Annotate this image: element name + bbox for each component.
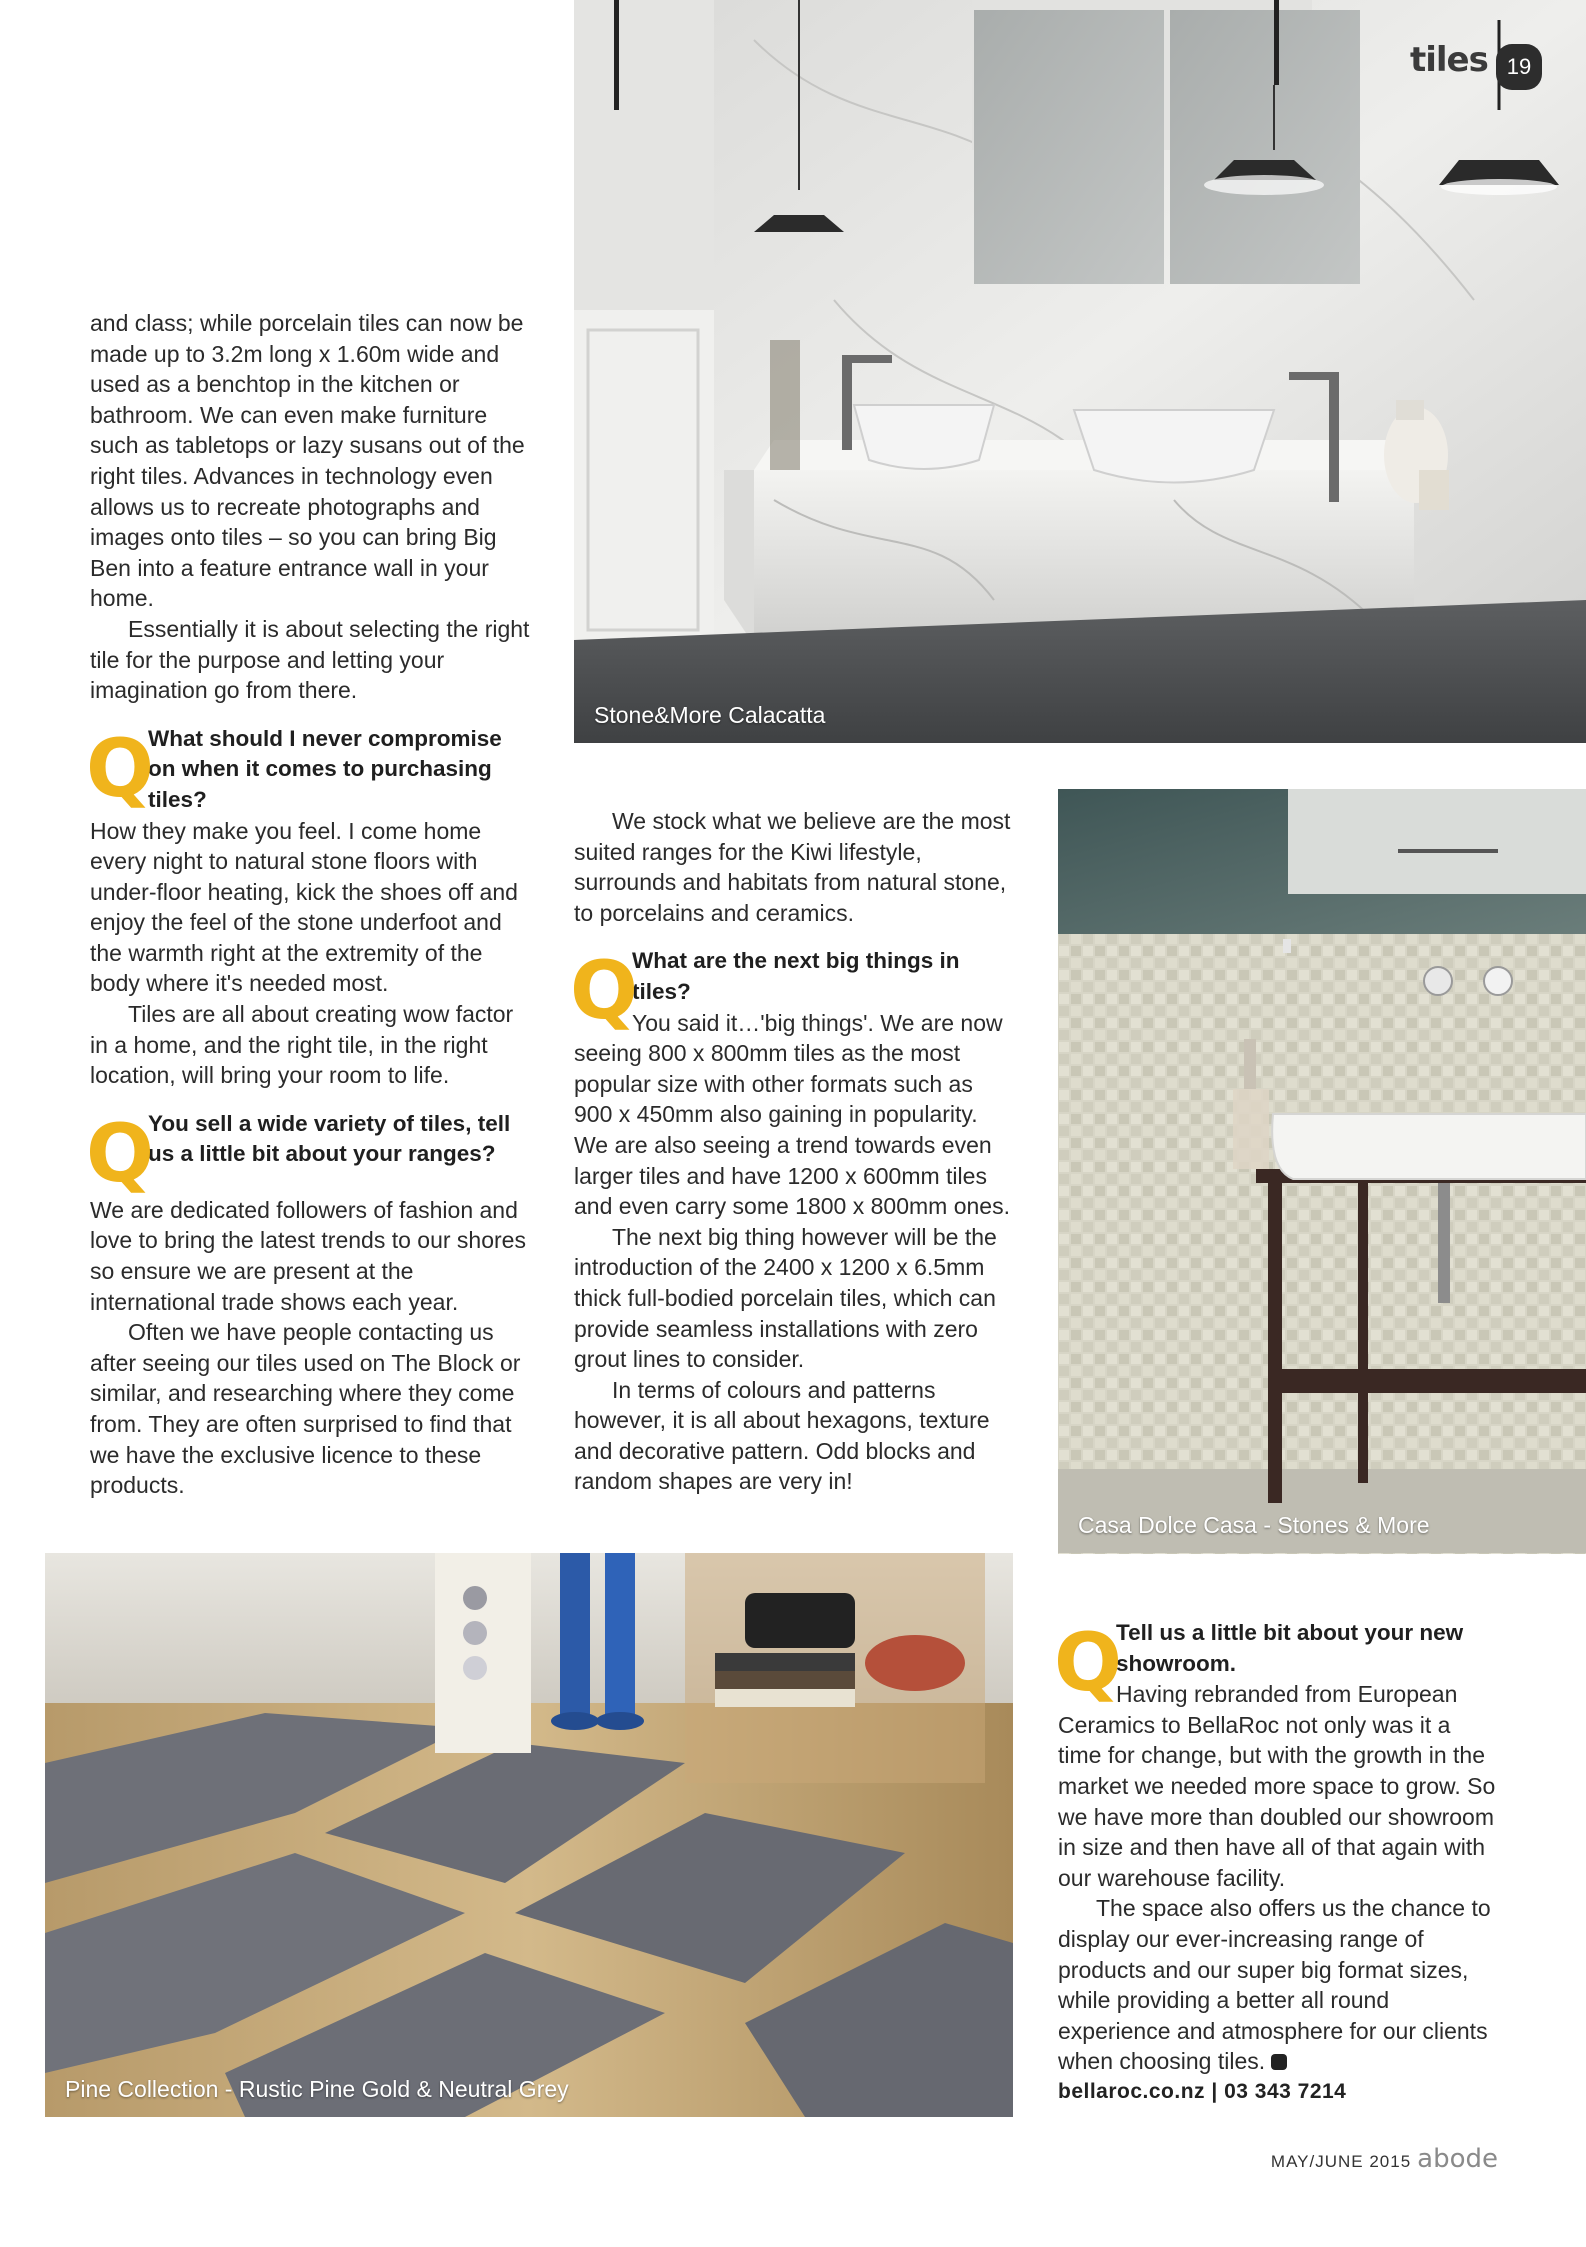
photo-caption-calacatta: Stone&More Calacatta: [594, 702, 826, 728]
paragraph: and class; while porcelain tiles can now be made up to 3.2m long x 1.60m wide and used as a benchtop in the kitchen or bathroom. We can even make furniture such as tabletops or lazy susans out of the right tiles. Advances in technology even allows us to recreate photographs and images onto tiles – so you can bring Big Ben into a feature entrance wall in your home.: [90, 310, 525, 612]
magazine-logo: abode: [1417, 2144, 1498, 2174]
photo-pine-collection: [45, 1553, 1013, 2117]
contact-details: bellaroc.co.nz | 03 343 7214: [1058, 2079, 1347, 2103]
paragraph: In terms of colours and patterns however, it is all about hexagons, texture and decorative pattern. Odd blocks and random shapes are very in!: [574, 1376, 990, 1495]
q-mark-icon: [86, 1106, 155, 1200]
question-heading: What are the next big things in tiles?: [632, 948, 960, 1004]
article-column-1: [86, 308, 530, 1501]
svg-text:Q: Q: [86, 1106, 155, 1200]
question-heading: What should I never compromise on when it comes to purchasing tiles?: [148, 725, 502, 812]
page-footer: [1271, 2144, 1498, 2174]
section-label: tiles: [1410, 40, 1488, 80]
issue-date: MAY/JUNE 2015: [1270, 2152, 1412, 2171]
svg-text:Q: Q: [86, 721, 155, 815]
question-heading: Tell us a little bit about your new showroom.: [1116, 1620, 1464, 1676]
question-block: [86, 1106, 530, 1501]
paragraph: We are dedicated followers of fashion and love to bring the latest trends to our shores so ensure we are present at the international trade shows each year.: [90, 1196, 526, 1315]
paragraph: [1058, 1893, 1498, 2077]
end-of-article-icon: [1271, 2054, 1287, 2070]
paragraph: How they make you feel. I come home every night to natural stone floors with under-floor heating, kick the shoes off and enjoy the feel of the stone underfoot and the warmth right at the extremity of the body where it's needed most.: [90, 817, 518, 997]
question-block: [570, 944, 1014, 1497]
vanity-illustration: [1058, 789, 1586, 1553]
floor-illustration: [45, 1553, 1013, 2117]
q-mark-icon: [1054, 1616, 1123, 1709]
article-column-2: [570, 806, 1014, 1497]
q-mark-icon: [86, 721, 155, 815]
paragraph: Essentially it is about selecting the right tile for the purpose and letting your imagination go from there.: [90, 615, 530, 704]
bathroom-illustration: [574, 0, 1586, 743]
paragraph: Having rebranded from European Ceramics to BellaRoc not only was it a time for change, but with the growth in the market we needed more space to grow. So we have more than doubled our showroom in size and then have all of that again with our warehouse facility.: [1058, 1681, 1496, 1891]
page-number: 19: [1506, 54, 1532, 79]
photo-casa-dolce-casa: [1058, 789, 1586, 1553]
photo-caption-casa: Casa Dolce Casa - Stones & More: [1078, 1512, 1430, 1538]
question-heading: You sell a wide variety of tiles, tell us a little bit about your ranges?: [148, 1110, 511, 1167]
question-block: [86, 721, 530, 1091]
question-block: [1054, 1616, 1498, 2077]
paragraph: Often we have people contacting us after seeing our tiles used on The Block or similar, and researching where they come from. They are often surprised to find that we have the exclusive licence to these products.: [90, 1319, 521, 1499]
paragraph: You said it…'big things'. We are now seeing 800 x 800mm tiles as the most popular size with other formats such as 900 x 450mm also gaining in popularity. We are also seeing a trend towards even larger tiles and have 1200 x 600mm tiles and even carry some 1800 x 800mm ones.: [574, 1009, 1010, 1220]
paragraph-text: The space also offers us the chance to display our ever-increasing range of products and our super big format sizes, while providing a better all round experience and atmosphere for our clients when choosing tiles.: [1058, 1895, 1491, 2075]
photo-calacatta-bathroom: [574, 0, 1586, 743]
paragraph: The next big thing however will be the introduction of the 2400 x 1200 x 6.5mm thick full-bodied porcelain tiles, which can provide seamless installations with zero grout lines to consider.: [574, 1223, 997, 1373]
page-number-badge: [1496, 44, 1542, 90]
svg-text:Q: Q: [570, 944, 639, 1038]
paragraph: We stock what we believe are the most suited ranges for the Kiwi lifestyle, surrounds and habitats from natural stone, to porcelains and ceramics.: [574, 808, 1011, 926]
paragraph: Tiles are all about creating wow factor in a home, and the right tile, in the right location, will bring your room to life.: [90, 1001, 514, 1089]
photo-caption-pine: Pine Collection - Rustic Pine Gold & Neutral Grey: [65, 2076, 569, 2102]
article-column-3: [1054, 1616, 1498, 2108]
q-mark-icon: [570, 944, 639, 1038]
svg-text:Q: Q: [1054, 1616, 1123, 1709]
